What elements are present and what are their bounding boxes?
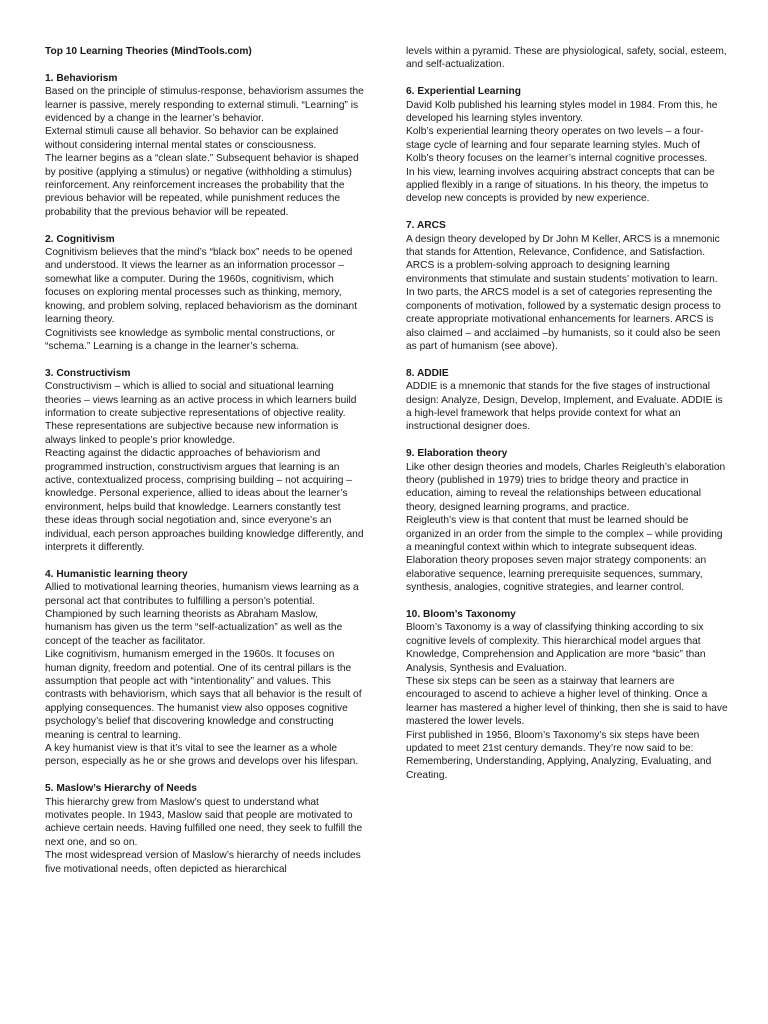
theory-section <box>406 447 728 594</box>
section-paragraph: The most widespread version of Maslow’s hierarchy of needs includes five motivational needs, often depicted as hierarchical <box>45 850 361 875</box>
document-title: Top 10 Learning Theories (MindTools.com) <box>45 46 252 57</box>
section-paragraph: Cognitivists see knowledge as symbolic mental constructions, or “schema.” Learning is a change in the learner’s schema. <box>45 327 335 352</box>
continuation-paragraph: levels within a pyramid. These are physiological, safety, social, esteem, and self-actualization. <box>406 46 727 71</box>
section-heading: 2. Cognitivism <box>45 233 115 245</box>
left-sections <box>45 72 365 876</box>
left-column <box>45 45 365 890</box>
right-sections <box>406 85 728 782</box>
section-paragraph: Allied to motivational learning theories, humanism views learning as a personal act that contributes to fulfilling a person’s potential. Championed by such learning theorists as Abraham Maslow, humanism has given us the term “self-actualization” as well as the concept of the teacher as facilitator. <box>45 582 359 647</box>
section-heading: 3. Constructivism <box>45 367 131 379</box>
section-paragraph: A design theory developed by Dr John M Keller, ARCS is a mnemonic that stands for Attention, Relevance, Confidence, and Satisfaction. ARCS is a problem-solving approach to designing learning environments that stimulate and sustain students’ motivation to learn. In two parts, the ARCS model is a set of categories representing the components of motivation, followed by a systematic design process to create appropriate motivational enhancements for learners. ARCS is also claimed – and acclaimed –by humanists, so it could also be seen as part of humanism (see above). <box>406 233 721 352</box>
section-paragraph: Reacting against the didactic approaches of behaviorism and programmed instruction, constructivism argues that learning is an active, contextualized process, comprising building – not acquiring – knowledge. Personal experience, allied to ideas about the learner’s environment, helps build that knowledge. Learners constantly test these ideas through social negotiation and, since everyone’s an individual, each person approaches building knowledge differently, and interprets it differently. <box>45 448 364 553</box>
section-heading: 4. Humanistic learning theory <box>45 568 188 580</box>
section-heading: 9. Elaboration theory <box>406 448 508 460</box>
right-column <box>406 45 728 796</box>
section-paragraph: Kolb’s experiential learning theory operates on two levels – a four-stage cycle of learning and four separate learning styles. Much of Kolb’s theory focuses on the learner’s internal cognitive processes. <box>406 126 708 165</box>
section-paragraph: David Kolb published his learning styles model in 1984. From this, he developed his learning styles inventory. <box>406 99 718 125</box>
section-heading: 1. Behaviorism <box>45 72 118 84</box>
theory-section <box>45 72 365 219</box>
section-paragraph: Cognitivism believes that the mind’s “black box” needs to be opened and understood. It views the learner as an information processor – somewhat like a computer. During the 1960s, cognitivism, which focuses on exploring mental processes such as thinking, memory, knowing, and problem solving, replaced behaviorism as the dominant learning theory. <box>45 247 358 326</box>
theory-section <box>45 233 365 354</box>
section-paragraph: This hierarchy grew from Maslow’s quest to understand what motivates people. In 1943, Maslow said that people are motivated to achieve certain needs. Having fulfilled one need, they seek to fulfill the next one, and so on. <box>45 796 363 848</box>
section-paragraph: Constructivism – which is allied to social and situational learning theories – views learning as an active process in which learners build information to create subjective representations of objective reality. These representations are subjective because new information is always linked to people’s prior knowledge. <box>45 381 357 446</box>
theory-section <box>406 219 728 353</box>
section-paragraph: ADDIE is a mnemonic that stands for the five stages of instructional design: Analyze, Design, Develop, Implement, and Evaluate. ADDIE is a high-level framework that helps provide context for what an instructional designer does. <box>406 381 723 433</box>
section-paragraph: Like cognitivism, humanism emerged in the 1960s. It focuses on human dignity, freedom and potential. One of its central pillars is the assumption that people act with “intentionality” and values. This contrasts with behaviorism, which says that all behavior is the result of applying consequences. The humanist view also opposes cognitive psychology’s belief that discovering knowledge and constructing meaning is central to learning. <box>45 649 362 741</box>
section-heading: 7. ARCS <box>406 220 446 232</box>
section-paragraph: A key humanist view is that it’s vital to see the learner as a whole person, especially as he or she grows and develops over his lifespan. <box>45 743 359 768</box>
section-paragraph: First published in 1956, Bloom’s Taxonomy’s six steps have been updated to meet 21st century demands. They’re now said to be: Remembering, Understanding, Applying, Analyzing, Evaluating, and Creating. <box>406 729 712 781</box>
section-paragraph: Reigleuth’s view is that content that must be learned should be organized in an order from the simple to the complex – while providing a meaningful context within which to integrate subsequent ideas. Elaboration theory proposes seven major strategy components: an elaborative sequence, learning prerequisite sequences, summary, synthesis, analogies, cognitive strategies, and learner control. <box>406 515 723 594</box>
theory-section <box>406 85 728 206</box>
section-heading: 8. ADDIE <box>406 367 449 379</box>
section-paragraph: External stimuli cause all behavior. So behavior can be explained without considering internal mental states or consciousness. <box>45 126 339 151</box>
section-heading: 6. Experiential Learning <box>406 86 521 98</box>
theory-section <box>406 608 728 782</box>
section-heading: 10. Bloom’s Taxonomy <box>406 608 516 620</box>
theory-section <box>45 367 365 555</box>
theory-section <box>406 367 728 434</box>
section-paragraph: The learner begins as a “clean slate.” Subsequent behavior is shaped by positive (applying a stimulus) or negative (withholding a stimulus) reinforcement. Any reinforcement increases the probability that the previous behavior will be repeated, while punishment reduces the probability that the previous behavior will be repeated. <box>45 153 359 218</box>
section-paragraph: Like other design theories and models, Charles Reigleuth’s elaboration theory (published in 1979) tries to bridge theory and practice in education, aiming to reveal the relationships between educational theory, designed learning programs, and practice. <box>406 461 726 513</box>
theory-section <box>45 568 365 769</box>
section-paragraph: Bloom’s Taxonomy is a way of classifying thinking according to six cognitive levels of complexity. This hierarchical model argues that Knowledge, Comprehension and Application are more “basic” than Analysis, Synthesis and Evaluation. <box>406 622 706 674</box>
continuation-block <box>406 45 728 72</box>
section-heading: 5. Maslow’s Hierarchy of Needs <box>45 783 197 795</box>
section-paragraph: These six steps can be seen as a stairway that learners are encouraged to ascend to achieve a higher level of thinking. Once a learner has mastered a higher level of thinking, then she is said to have mastered the lower levels. <box>406 676 728 728</box>
theory-section <box>45 782 365 876</box>
section-paragraph: In his view, learning involves acquiring abstract concepts that can be applied flexibly in a range of situations. In his theory, the impetus to develop new concepts is provided by new experience. <box>406 166 715 205</box>
section-paragraph: Based on the principle of stimulus-response, behaviorism assumes the learner is passive, merely responding to external stimuli. “Learning” is evidenced by a change in the learner’s behavior. <box>45 86 364 125</box>
